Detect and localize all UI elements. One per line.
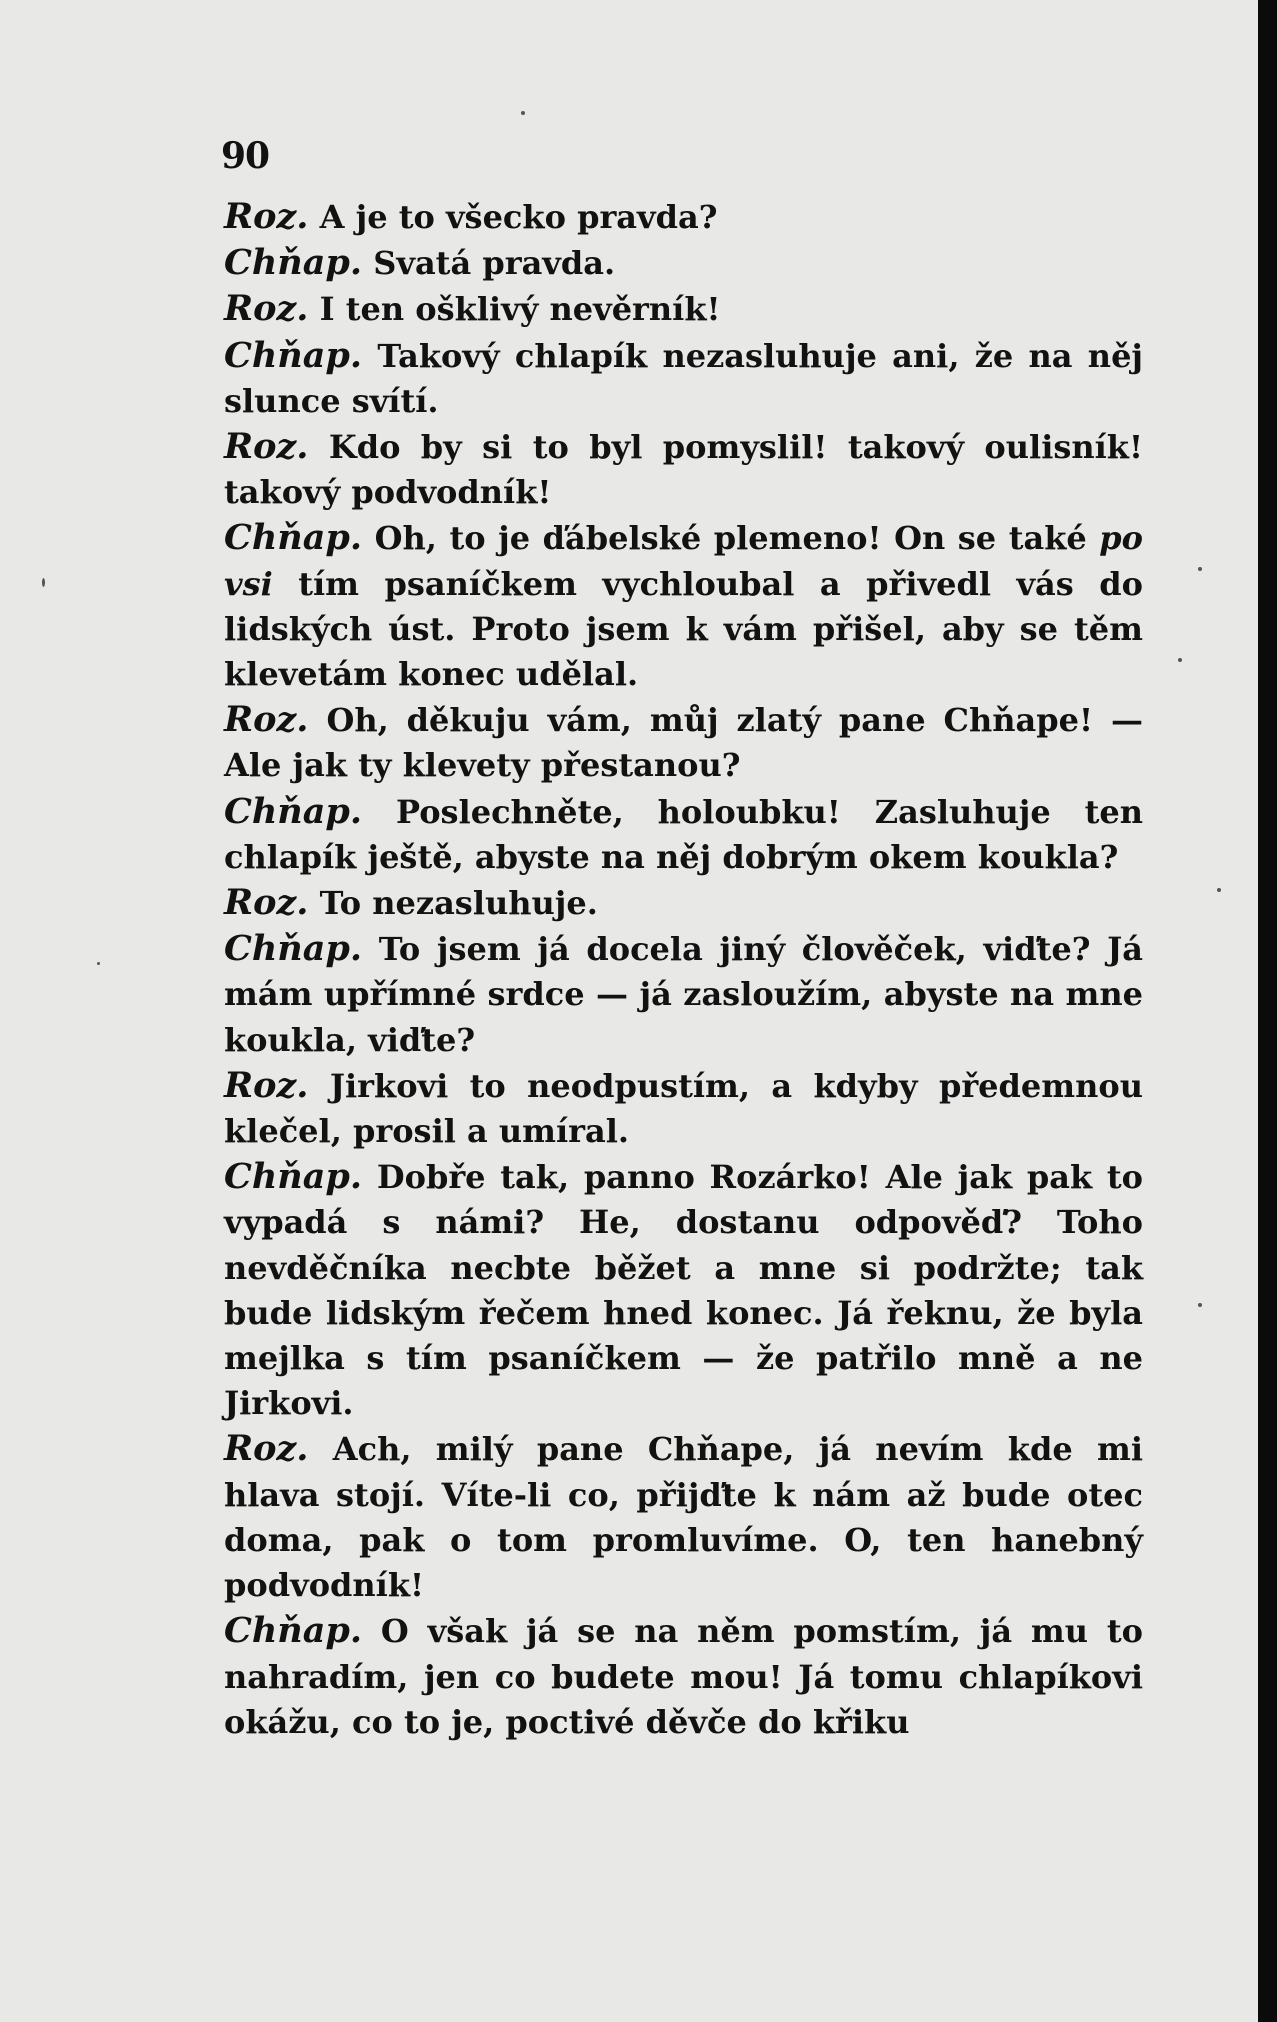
- dialogue-paragraph: [224, 1426, 1143, 1608]
- scan-speck: [1217, 888, 1221, 892]
- scan-border: [1258, 0, 1277, 2022]
- dialogue-line: Kdo by si to byl pomyslil! takový oulisník! takový podvodník!: [224, 428, 1144, 512]
- dialogue-paragraph: [224, 194, 1143, 240]
- speaker-name: Chňap.: [224, 928, 363, 970]
- dialogue-line: Poslechněte, holoubku! Zasluhuje ten chlapík ještě, abyste na něj dobrým okem koukla?: [224, 792, 1144, 876]
- speaker-name: Roz.: [224, 1428, 309, 1470]
- dialogue-line: Dobře tak, panno Rozárko! Ale jak pak to vypadá s námi? He, dostanu odpověď? Toho nevděčníka necbte běžet a mne si podržte; tak bude lidským řečem hned konec. Já řeknu, že byla mejlka s tím psaníčkem — že patřilo mně a ne Jirkovi.: [224, 1158, 1144, 1423]
- scan-speck: [1198, 567, 1202, 571]
- dialogue-paragraph: [224, 424, 1143, 515]
- dialogue-line: tím psaníčkem vychloubal a přivedl vás do lidských úst. Proto jsem k vám přišel, aby se těm klevetám konec udělal.: [224, 564, 1143, 694]
- speaker-name: Chňap.: [224, 334, 363, 376]
- dialogue-line: Jirkovi to neodpustím, a kdyby předemnou klečel, prosil a umíral.: [224, 1066, 1144, 1151]
- scan-speck: [1198, 1303, 1202, 1307]
- dialogue-line: Ach, milý pane Chňape, já nevím kde mi hlava stojí. Víte-li co, přijďte k nám až bude otec doma, pak o tom promluvíme. O, ten hanebný podvodník!: [224, 1430, 1144, 1605]
- dialogue-paragraph: [224, 789, 1143, 880]
- scan-speck: [97, 962, 100, 965]
- speaker-name: Roz.: [224, 882, 309, 924]
- dialogue-paragraph: [224, 240, 1143, 286]
- dialogue-line: Oh, děkuju vám, můj zlatý pane Chňape! — Ale jak ty klevety přestanou?: [224, 701, 1144, 785]
- dialogue-line: Svatá pravda.: [373, 244, 616, 283]
- speaker-name: Chňap.: [224, 517, 363, 559]
- dialogue-paragraph: [224, 1063, 1143, 1154]
- emphasized-text: po vsi: [224, 519, 1144, 603]
- speaker-name: Chňap.: [224, 242, 363, 284]
- dialogue-line: A je to všecko pravda?: [319, 198, 718, 236]
- dialogue-line: O však já se na něm pomstím, já mu to nahradím, jen co budete mou! Já tomu chlapíkovi okážu, co to je, poctivé děvče do křiku: [224, 1612, 1144, 1741]
- speaker-name: Chňap.: [224, 1610, 363, 1652]
- page-number: 90: [221, 135, 270, 177]
- dialogue-paragraph: [224, 1608, 1143, 1745]
- dialogue-paragraph: [224, 1154, 1143, 1426]
- dialogue-line: Takový chlapík nezasluhuje ani, že na něj slunce svítí.: [224, 336, 1144, 420]
- dialogue-paragraph: [224, 333, 1143, 424]
- dialogue-text: [224, 194, 1143, 1745]
- dialogue-line: To nezasluhuje.: [319, 884, 598, 923]
- speaker-name: Roz.: [224, 1064, 309, 1106]
- dialogue-paragraph: [224, 515, 1143, 697]
- scan-speck: [1178, 658, 1182, 662]
- dialogue-paragraph: [224, 697, 1143, 788]
- speaker-name: Chňap.: [224, 1156, 363, 1198]
- scan-speck: [42, 578, 45, 587]
- dialogue-paragraph: [224, 286, 1143, 332]
- dialogue-paragraph: [224, 880, 1143, 926]
- dialogue-line: I ten ošklivý nevěrník!: [319, 290, 721, 329]
- dialogue-line: Oh, to je ďábelské plemeno! On se také: [374, 519, 1100, 558]
- dialogue-paragraph: [224, 926, 1143, 1063]
- speaker-name: Roz.: [224, 196, 309, 237]
- speaker-name: Roz.: [224, 426, 309, 468]
- speaker-name: Roz.: [224, 288, 309, 330]
- dialogue-line: To jsem já docela jiný člověček, viďte? Já mám upřímné srdce — já zasloužím, abyste na mne koukla, viďte?: [224, 930, 1144, 1059]
- scan-speck: [521, 111, 525, 115]
- speaker-name: Roz.: [224, 699, 309, 741]
- speaker-name: Chňap.: [224, 790, 363, 832]
